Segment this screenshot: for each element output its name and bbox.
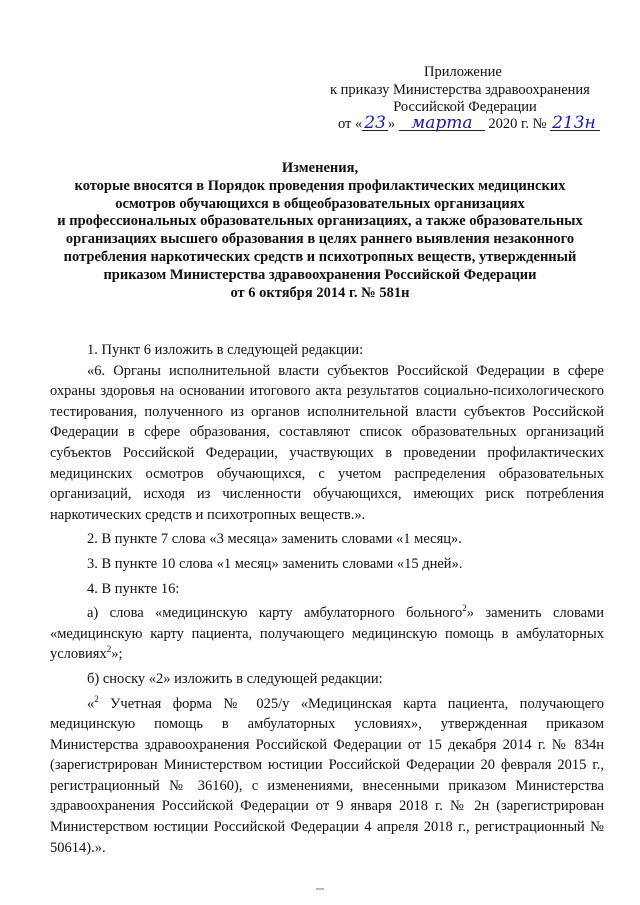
order-year: 2020 г. № (488, 116, 547, 132)
footnote-ref: 2 (462, 603, 467, 614)
paragraph-8 (50, 694, 604, 859)
paragraph-5: 4. В пункте 16: (87, 580, 180, 597)
order-date-line (338, 113, 600, 133)
order-prefix: от « (338, 116, 363, 132)
order-day: 23 (364, 113, 386, 133)
title-line: приказом Министерства здравоохранения Российской Федерации (103, 266, 537, 283)
p6-part-b: » заменить словами «медицинскую карту пациента, получающего медицинскую помощь в амбулаторных условиях (50, 605, 604, 663)
title-line: Изменения, (281, 160, 359, 176)
p8-part-a: « (87, 695, 95, 712)
paragraph-3: 2. В пункте 7 слова «3 месяца» заменить словами «1 месяц». (87, 531, 462, 548)
p6-part-c: »; (111, 646, 123, 663)
footnote-ref: 2 (94, 693, 99, 704)
appendix-label: Приложение (424, 64, 502, 80)
appendix-ministry: Российской Федерации (393, 99, 537, 115)
p6-part-a: а) слова «медицинскую карту амбулаторного больного (87, 605, 463, 622)
p8-part-b: Учетная форма № 025/у «Медицинская карта пациента, получающего медицинскую помощь в амбулаторных условиях», утвержденная приказом Министерства здравоохранения Российской Федерации от 15 декабря 2014 г. № 834н (зарегистрирован Министерством юстиции Российской Федерации 20 февраля 2015 г., регистрационный № 36160), с изменениями, внесенными приказом Министерства здравоохранения Российской Федерации от 9 января 2018 г. № 2н (зарегистрирован Министерством юстиции Российской Федерации 4 апреля 2018 г., регистрационный № 50614).». (50, 695, 604, 856)
appendix-header (330, 64, 600, 117)
order-month: марта (399, 116, 485, 131)
title-line: которые вносятся в Порядок проведения профилактических медицинских (74, 177, 566, 194)
title-line: осмотров обучающихся в общеобразовательных организациях (115, 195, 525, 212)
paragraph-7: б) сноску «2» изложить в следующей редакции: (87, 670, 383, 687)
paragraph-4: 3. В пункте 10 слова «1 месяц» заменить словами «15 дней». (87, 555, 463, 572)
paragraph-6 (50, 603, 604, 665)
title-line: потребления наркотических средств и психотропных веществ, утвержденный (63, 248, 577, 265)
page-marker (316, 888, 324, 890)
footnote-ref: 2 (106, 644, 112, 655)
title-line: организациях высшего образования в целях раннего выявления незаконного (65, 231, 575, 248)
title-line: и профессиональных образовательных организациях, а также образовательных (57, 213, 583, 230)
order-day-close: » (387, 116, 396, 132)
document-title (40, 160, 600, 302)
appendix-order-ref: к приказу Министерства здравоохранения (330, 81, 590, 98)
order-number: 213н (550, 116, 600, 131)
paragraph-2: «6. Органы исполнительной власти субъектов Российской Федерации в сфере охраны здоровья на основании итогового акта результатов социально-психологического тестирования, полученного из органов исполнительной власти субъектов Российской Федерации в сфере образования, составляют список образовательных организаций субъектов Российской Федерации, участвующих в проведении профилактических медицинских осмотров обучающихся, с учетом распределения образовательных организаций, исходя из численности обучающихся, имеющих риск потребления наркотических средств и психотропных веществ.». (50, 362, 604, 523)
document-body (50, 340, 604, 858)
title-line: от 6 октября 2014 г. № 581н (230, 284, 410, 301)
paragraph-1: 1. Пункт 6 изложить в следующей редакции: (87, 342, 364, 358)
